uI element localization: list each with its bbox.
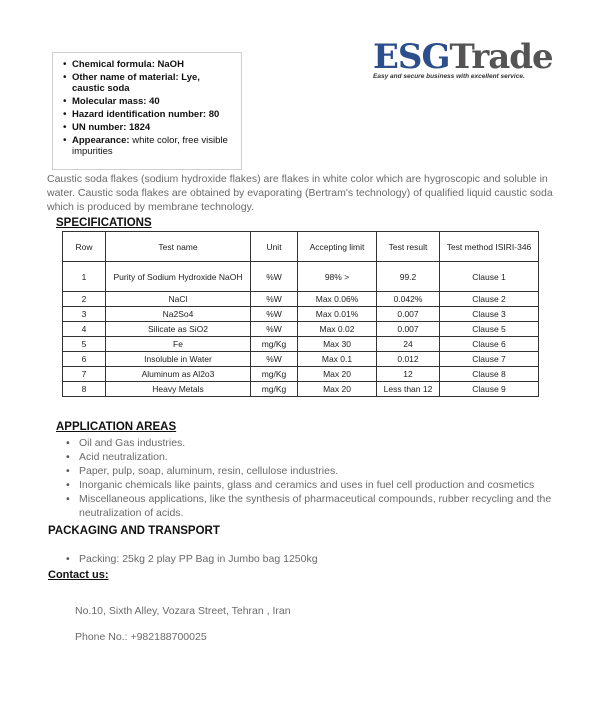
column-header: Unit — [251, 232, 298, 262]
table-cell: 3 — [63, 307, 106, 322]
table-cell: %W — [251, 352, 298, 367]
table-cell: Max 20 — [298, 367, 377, 382]
table-row — [63, 292, 539, 307]
table-cell: 0.012 — [377, 352, 440, 367]
table-cell: mg/Kg — [251, 337, 298, 352]
table-cell: %W — [251, 322, 298, 337]
table-cell: Max 0.01% — [298, 307, 377, 322]
contact-address: No.10, Sixth Alley, Vozara Street, Tehran , Iran — [75, 605, 291, 617]
table-cell: Max 0.06% — [298, 292, 377, 307]
table-cell: Max 30 — [298, 337, 377, 352]
table-cell: Clause 9 — [440, 382, 539, 397]
table-row — [63, 337, 539, 352]
table-cell: Heavy Metals — [106, 382, 251, 397]
table-cell: 99.2 — [377, 262, 440, 292]
specifications-table — [62, 231, 539, 397]
esg-trade-logo — [373, 37, 553, 86]
table-row — [63, 352, 539, 367]
table-cell: 12 — [377, 367, 440, 382]
column-header: Accepting limit — [298, 232, 377, 262]
table-cell: Max 0.1 — [298, 352, 377, 367]
table-row — [63, 262, 539, 292]
list-item: • Acid neutralization. — [64, 450, 558, 464]
list-item: • Packing: 25kg 2 play PP Bag in Jumbo bag 1250kg — [64, 552, 558, 566]
table-cell: NaCl — [106, 292, 251, 307]
table-cell: 0.007 — [377, 307, 440, 322]
table-cell: Fe — [106, 337, 251, 352]
properties-box — [52, 52, 242, 170]
table-cell: 1 — [63, 262, 106, 292]
properties-list — [63, 59, 235, 157]
table-cell: Clause 5 — [440, 322, 539, 337]
table-cell: Clause 8 — [440, 367, 539, 382]
table-row — [63, 322, 539, 337]
table-cell: Silicate as SiO2 — [106, 322, 251, 337]
contact-heading: Contact us: — [48, 569, 109, 581]
property-item: • Appearance: white color, free visible impurities — [63, 135, 235, 157]
table-cell: Clause 6 — [440, 337, 539, 352]
specifications-heading: SPECIFICATIONS — [56, 217, 152, 229]
column-header: Test method ISIRI-346 — [440, 232, 539, 262]
table-cell: Aluminum as Al2o3 — [106, 367, 251, 382]
packaging-list — [64, 552, 558, 566]
table-cell: 4 — [63, 322, 106, 337]
column-header: Test result — [377, 232, 440, 262]
column-header: Row — [63, 232, 106, 262]
table-cell: Clause 1 — [440, 262, 539, 292]
list-item: • Miscellaneous applications, like the synthesis of pharmaceutical compounds, rubber recycling and the neutralization of acids. — [64, 492, 558, 520]
table-cell: Max 0.02 — [298, 322, 377, 337]
contact-phone: Phone No.: +982188700025 — [75, 631, 207, 643]
property-item: • Hazard identification number: 80 — [63, 109, 235, 120]
table-cell: Purity of Sodium Hydroxide NaOH — [106, 262, 251, 292]
table-cell: %W — [251, 307, 298, 322]
table-cell: Clause 2 — [440, 292, 539, 307]
intro-paragraph: Caustic soda flakes (sodium hydroxide flakes) are flakes in white color which are hygroscopic and soluble in water. Caustic soda flakes are obtained by evaporating (Bertram's technology) of qualified liquid caustic soda which is produced by membrane technology. — [47, 173, 553, 213]
property-item: • Molecular mass: 40 — [63, 96, 235, 107]
table-cell: 0.042% — [377, 292, 440, 307]
table-cell: Max 20 — [298, 382, 377, 397]
table-cell: 6 — [63, 352, 106, 367]
table-cell: %W — [251, 262, 298, 292]
logo-tagline: Easy and secure business with excellent service. — [373, 73, 525, 80]
table-cell: 24 — [377, 337, 440, 352]
table-cell: Na2So4 — [106, 307, 251, 322]
packaging-heading: PACKAGING AND TRANSPORT — [48, 525, 220, 537]
table-cell: Clause 3 — [440, 307, 539, 322]
table-cell: 8 — [63, 382, 106, 397]
table-cell: 2 — [63, 292, 106, 307]
table-cell: 7 — [63, 367, 106, 382]
column-header: Test name — [106, 232, 251, 262]
table-row — [63, 367, 539, 382]
list-item: • Paper, pulp, soap, aluminum, resin, cellulose industries. — [64, 464, 558, 478]
table-cell: Clause 7 — [440, 352, 539, 367]
table-row — [63, 307, 539, 322]
table-cell: mg/Kg — [251, 367, 298, 382]
logo-wordmark: ESGTrade — [373, 37, 553, 77]
application-areas-heading: APPLICATION AREAS — [56, 421, 177, 433]
property-item: • UN number: 1824 — [63, 122, 235, 133]
property-item: • Chemical formula: NaOH — [63, 59, 235, 70]
table-header-row — [63, 232, 539, 262]
list-item: • Oil and Gas industries. — [64, 436, 558, 450]
table-cell: Insoluble in Water — [106, 352, 251, 367]
list-item: • Inorganic chemicals like paints, glass and ceramics and uses in fuel cell production and cosmetics — [64, 478, 558, 492]
table-cell: 98% > — [298, 262, 377, 292]
table-cell: Less than 12 — [377, 382, 440, 397]
property-item: • Other name of material: Lye, caustic soda — [63, 72, 235, 94]
table-cell: mg/Kg — [251, 382, 298, 397]
table-cell: %W — [251, 292, 298, 307]
table-cell: 0.007 — [377, 322, 440, 337]
table-cell: 5 — [63, 337, 106, 352]
application-list — [64, 436, 558, 520]
table-row — [63, 382, 539, 397]
